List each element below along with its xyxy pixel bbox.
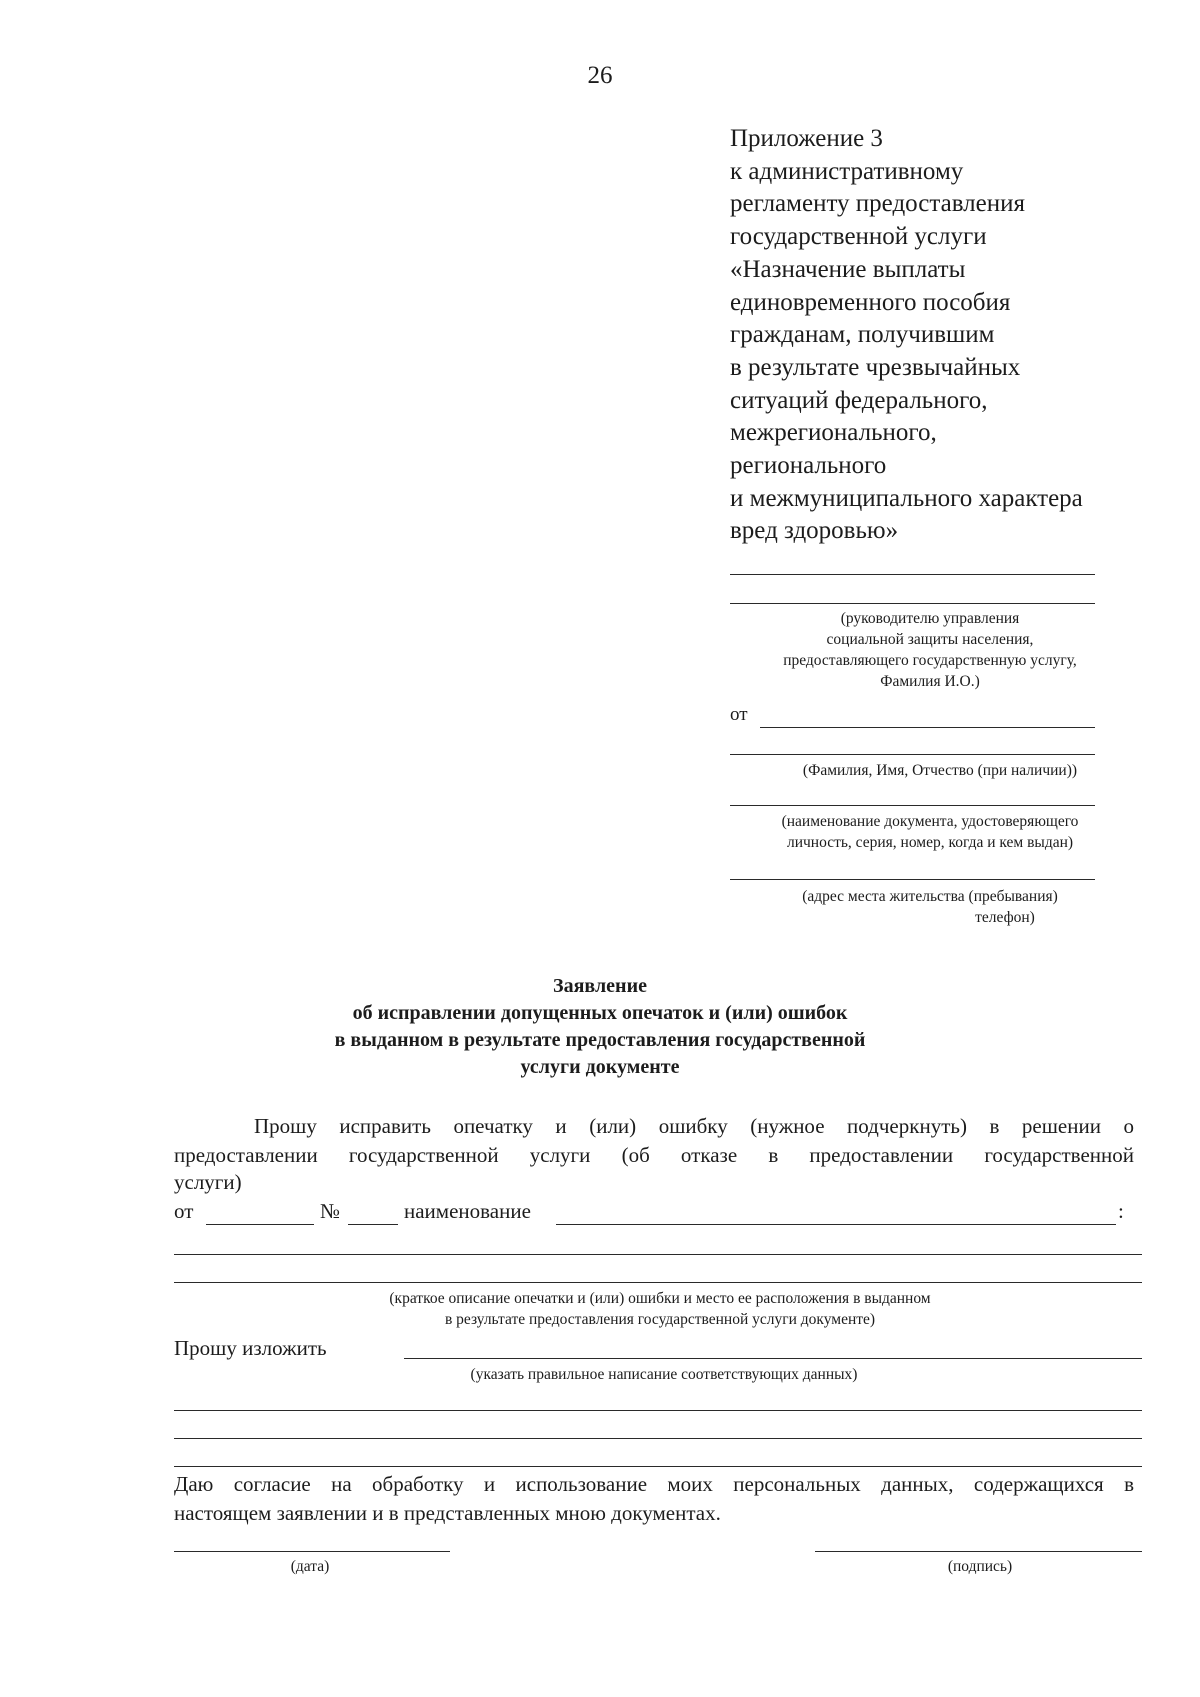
addressee-blank-line[interactable] bbox=[730, 574, 1095, 575]
from-blank-line[interactable] bbox=[760, 727, 1095, 728]
appendix-line: вред здоровью» bbox=[730, 517, 899, 545]
id-doc-caption: (наименование документа, удостоверяющего личность, серия, номер, когда и кем выдан) bbox=[781, 813, 1079, 851]
address-blank-line[interactable] bbox=[730, 879, 1095, 880]
date-caption: (дата) bbox=[290, 1558, 330, 1575]
appendix-block bbox=[730, 123, 1083, 548]
signature-caption: (подпись) bbox=[947, 1558, 1013, 1575]
decision-number-label: № bbox=[320, 1199, 341, 1223]
decision-date-field[interactable] bbox=[206, 1224, 314, 1225]
appendix-line: государственной услуги bbox=[730, 223, 987, 251]
consent-line: настоящем заявлении и в представленных мною документах. bbox=[174, 1501, 721, 1525]
date-field[interactable] bbox=[174, 1551, 450, 1552]
appendix-line: в результате чрезвычайных bbox=[730, 353, 1021, 381]
decision-date-label: от bbox=[174, 1199, 194, 1223]
correct-data-caption: (указать правильное написание соответствующих данных) bbox=[470, 1366, 858, 1383]
decision-name-field[interactable] bbox=[556, 1224, 1116, 1225]
signature-field[interactable] bbox=[815, 1551, 1142, 1552]
state-label: Прошу изложить bbox=[174, 1336, 327, 1360]
appendix-line: регламенту предоставления bbox=[730, 190, 1026, 218]
appendix-line: «Назначение выплаты bbox=[730, 255, 966, 283]
request-paragraph-line: Прошу исправить опечатку и (или) ошибку (нужное подчеркнуть) в решении о bbox=[254, 1114, 1134, 1138]
decision-name-label: наименование bbox=[404, 1199, 531, 1223]
correct-data-line[interactable] bbox=[174, 1466, 1142, 1467]
correct-data-line[interactable] bbox=[174, 1410, 1142, 1411]
appendix-line: ситуаций федерального, bbox=[730, 386, 988, 414]
appendix-line: и межмуниципального характера bbox=[730, 484, 1083, 512]
correct-data-line[interactable] bbox=[174, 1438, 1142, 1439]
appendix-line: межрегионального, bbox=[730, 419, 937, 447]
correct-data-field[interactable] bbox=[404, 1358, 1142, 1359]
request-paragraph-line: услуги) bbox=[174, 1170, 242, 1194]
appendix-line: гражданам, получившим bbox=[730, 321, 995, 349]
error-description-line[interactable] bbox=[174, 1282, 1142, 1283]
appendix-line: Приложение 3 bbox=[730, 125, 883, 152]
appendix-line: регионального bbox=[730, 452, 887, 480]
addressee-head-caption: (руководителю управления социальной защиты населения, предоставляющего государственную услугу, Фамилия И.О.) bbox=[783, 610, 1077, 690]
id-doc-blank-line[interactable] bbox=[730, 805, 1095, 806]
fio-caption: (Фамилия, Имя, Отчество (при наличии)) bbox=[802, 762, 1078, 779]
decision-number-field[interactable] bbox=[348, 1224, 398, 1225]
decision-colon: : bbox=[1118, 1199, 1124, 1223]
addressee-blank-line[interactable] bbox=[730, 603, 1095, 604]
address-caption: (адрес места жительства (пребывания) телефон) bbox=[802, 888, 1058, 926]
appendix-line: к административному bbox=[730, 157, 964, 185]
fio-blank-line[interactable] bbox=[730, 754, 1095, 755]
page-number: 26 bbox=[587, 62, 613, 89]
appendix-line: единовременного пособия bbox=[730, 288, 1011, 316]
error-description-line[interactable] bbox=[174, 1254, 1142, 1255]
document-title: Заявление об исправлении допущенных опечаток и (или) ошибок в выданном в результате предоставления государственной услуги документе bbox=[334, 975, 866, 1078]
error-description-caption: (краткое описание опечатки и (или) ошибки и место ее расположения в выданном в результате предоставления государственной услуги документе) bbox=[389, 1290, 931, 1328]
consent-line: Даю согласие на обработку и использование моих персональных данных, содержащихся в bbox=[174, 1472, 1134, 1496]
request-paragraph-line: предоставлении государственной услуги (об отказе в предоставлении государственной bbox=[174, 1143, 1134, 1167]
from-label: от bbox=[730, 704, 748, 725]
